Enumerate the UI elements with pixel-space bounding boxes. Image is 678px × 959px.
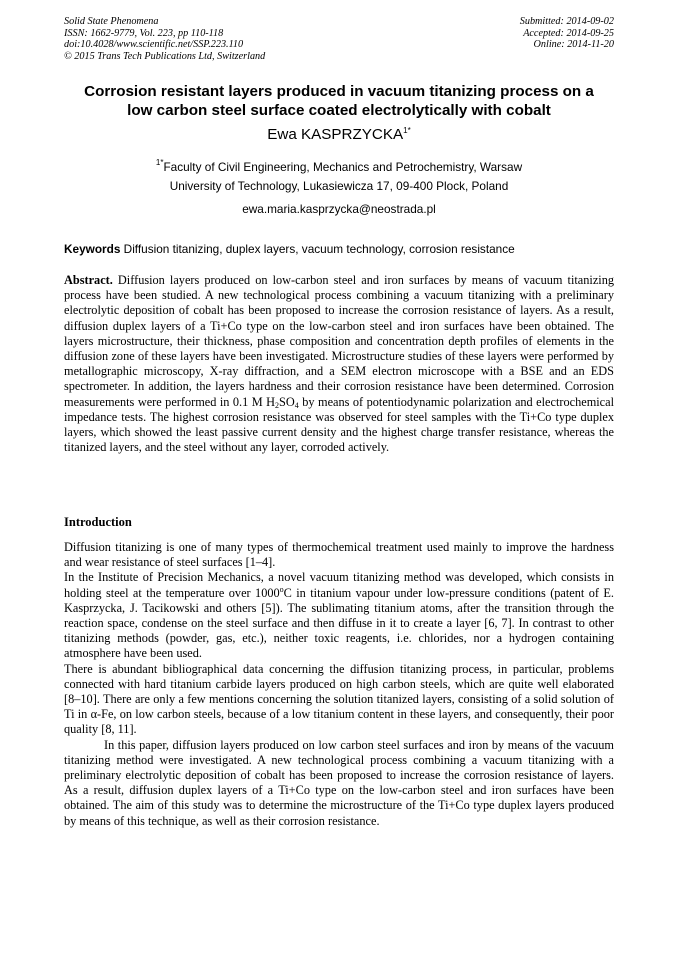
online-date: Online: 2014-11-20: [533, 39, 614, 51]
journal-doi: doi:10.4028/www.scientific.net/SSP.223.110: [64, 39, 244, 51]
dates-header: [520, 16, 614, 51]
affiliation-mark: 1*: [155, 158, 164, 167]
affiliation-text-1: Faculty of Civil Engineering, Mechanics and Petrochemistry, Warsaw: [163, 160, 523, 174]
journal-copyright: © 2015 Trans Tech Publications Ltd, Switzerland: [64, 50, 266, 62]
intro-paragraph-2a: In the Institute of Precision Mechanics, a novel vacuum titanizing method was developed, which consists in holding steel at the temperature over 1000: [64, 570, 614, 600]
accepted-date: Accepted: 2014-09-25: [523, 27, 614, 39]
abstract-label: Abstract.: [64, 273, 113, 287]
affiliation-line-1: [40, 156, 638, 174]
abstract-text-mid: SO: [279, 394, 295, 409]
degree-mark: o: [279, 584, 284, 594]
introduction-body: [64, 540, 614, 829]
abstract-sub-2: 4: [294, 400, 299, 410]
author-email: ewa.maria.kasprzycka@neostrada.pl: [242, 202, 436, 216]
intro-paragraph-3: There is abundant bibliographical data concerning the diffusion titanizing process, in particular, problems connected with hard titanium carbide layers produced on high carbon steels, which are quite well elaborated [8–10]. There are only a few mentions concerning the solution titanized layers, consisting of a solid solution of Ti in α-Fe, on low carbon steels, because of a low titanium content in these layers, and consequently, their poor quality [8, 11].: [64, 661, 614, 737]
intro-paragraph-1: Diffusion titanizing is one of many types of thermochemical treatment used mainly to improve the hardness and wear resistance of steel surfaces [1–4].: [64, 540, 614, 570]
abstract-sub-1: 2: [275, 400, 280, 410]
journal-header: [64, 16, 265, 62]
intro-paragraph-2b: C in titanium vapour under low-pressure conditions (patent of E. Kasprzycka, J. Tacikowski and others [5]). The sublimating titanium atoms, after the transition through the reaction space, condense on the steel surface and then diffuse in it to create a layer [6, 7]. In contrast to other titanizing methods (powder, gas, etc.), neither toxic reagents, i.e. chlorides, nor a hydrogen containing atmosphere have been used.: [64, 585, 614, 661]
journal-issn: ISSN: 1662-9779, Vol. 223, pp 110-118: [64, 27, 224, 39]
title-line-1: Corrosion resistant layers produced in vacuum titanizing process on a: [84, 83, 594, 100]
author-mark: 1*: [403, 126, 411, 135]
author: [40, 121, 638, 145]
abstract-text-2: by means of potentiodynamic polarization and electrochemical impedance tests. The highest corrosion resistance was observed for steel samples with the Ti+Co type duplex layers, which showed the least passive current density and the highest charge transfer resistance, whereas the titanized layers, and the steel without any layer, corroded actively.: [64, 394, 615, 455]
abstract: [64, 273, 614, 455]
section-heading-introduction: Introduction: [64, 515, 132, 529]
intro-paragraph-4: In this paper, diffusion layers produced on low carbon steel surfaces and iron by means of the vacuum titanizing method were investigated. A new technological process combining a vacuum titanizing with a preliminary electrolytic deposition of cobalt has been proposed to increase the corrosion resistance of layers. As a result, diffusion duplex layers of a Ti+Co type on the low-carbon steel and iron surfaces have been obtained. The aim of this study was to determine the microstructure of the Ti+Co type duplex layers produced by means of this technique, as well as their corrosion resistance.: [64, 737, 614, 828]
author-name: Ewa KASPRZYCKA: [267, 126, 404, 143]
affiliation-line-2: University of Technology, Lukasiewicza 17, 09-400 Plock, Poland: [169, 179, 509, 193]
keywords-text: Diffusion titanizing, duplex layers, vacuum technology, corrosion resistance: [120, 242, 515, 256]
intro-paragraph-2: [64, 570, 614, 661]
keywords: [64, 242, 624, 256]
abstract-text-1: Diffusion layers produced on low-carbon steel and iron surfaces by means of vacuum titanizing process have been studied. A new technological process combining a vacuum titanizing with a preliminary electrolytic deposition of cobalt has been proposed to increase the corrosion resistance of layers. As a result, diffusion duplex layers of a Ti+Co type on the low-carbon steel and iron surfaces have been obtained. The layers microstructure, their thickness, phase composition and concentration depth profiles of elements in the diffusion zone of these layers have been investigated. Microstructure studies of these layers were performed by metallographic microscopy, X-ray diffraction, and a SEM electron microscope with a BSE and an EDS spectrometer. In addition, the layers hardness and their corrosion resistance have been determined. Corrosion measurements were performed in 0.1 M H: [64, 273, 614, 409]
title-line-2: low carbon steel surface coated electrolytically with cobalt: [127, 102, 551, 119]
paper-title: [40, 82, 638, 120]
submitted-date: Submitted: 2014-09-02: [519, 16, 614, 27]
keywords-label: Keywords: [64, 242, 121, 256]
journal-name: Solid State Phenomena: [64, 16, 159, 27]
